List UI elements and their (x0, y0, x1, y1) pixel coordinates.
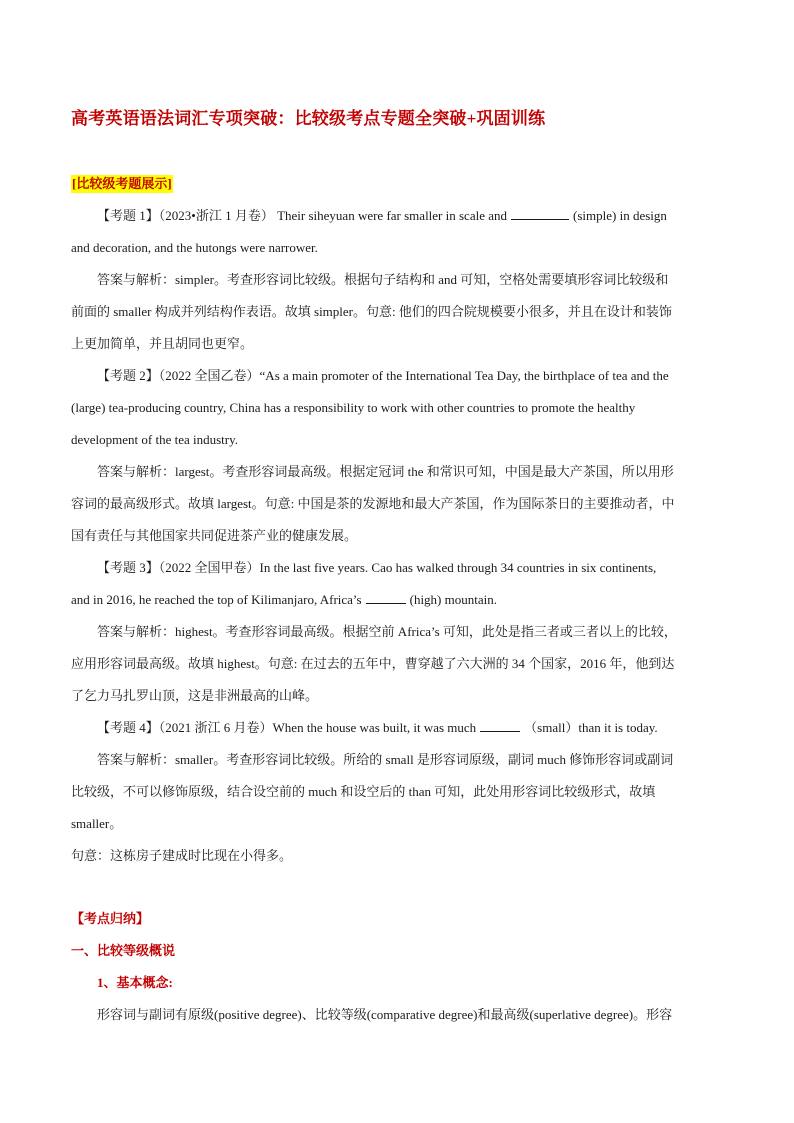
q3-line-2 (71, 584, 731, 616)
q2-line-3: development of the tea industry. (71, 432, 239, 447)
section-tag-highlight: [比较级考题展示] (72, 176, 172, 191)
q4-line-1 (71, 712, 731, 744)
q1-text-b: (simple) in design (573, 208, 667, 223)
q2-answer-2: 容词的最高级形式。故填 largest。句意: 中国是茶的发源地和最大产茶国，作为国际茶日的主要推动者，中 (71, 496, 675, 511)
q4-text-b: （small）than it is today. (524, 720, 658, 735)
q4-blank (480, 718, 520, 732)
q1-blank (511, 206, 569, 220)
document-title: 高考英语语法词汇专项突破：比较级考点专题全突破+巩固训练 (71, 109, 546, 128)
q2-answer-3: 国有责任与其他国家共同促进茶产业的健康发展。 (71, 528, 358, 543)
q2-line-1 (71, 360, 731, 392)
q4-answer-1: 答案与解析：smaller。考查形容词比较级。所给的 small 是形容词原级，副词 much 修饰形容词或副词 (97, 752, 674, 767)
q1-label: 【考题 1】 (97, 208, 159, 223)
q3-answer-2: 应用形容词最高级。故填 highest。句意: 在过去的五年中，曹穿越了六大洲的 34 个国家，2016 年，他到达 (71, 656, 675, 671)
q1-line-1 (71, 200, 731, 232)
q1-text-a: Their siheyuan were far smaller in scale and (277, 208, 508, 223)
q4-text-a: When the house was built, it was much (272, 720, 477, 735)
q2-source: （2022 全国乙卷） (158, 368, 260, 383)
q2-line-2: (large) tea-producing country, China has a responsibility to work with other countries to promote the healthy (71, 400, 636, 415)
q3-source: （2022 全国甲卷） (158, 560, 260, 575)
q3-answer-1: 答案与解析：highest。考查形容词最高级。根据空前 Africa’s 可知，此处是指三者或三者以上的比较， (97, 624, 677, 639)
q2-answer-1: 答案与解析：largest。考查形容词最高级。根据定冠词 the 和常识可知，中国是最大产茶国，所以用形 (97, 464, 674, 479)
q3-answer-3: 了乞力马扎罗山顶，这是非洲最高的山峰。 (71, 688, 319, 703)
q3-line-1 (71, 552, 731, 584)
q3-text-b: and in 2016, he reached the top of Kilimanjaro, Africa’s (71, 592, 362, 607)
q2-label: 【考题 2】 (97, 368, 159, 383)
q1-answer-2: 前面的 smaller 构成并列结构作表语。故填 simpler。句意: 他们的四合院规模要小很多，并且在设计和装饰 (71, 304, 672, 319)
q4-label: 【考题 4】 (97, 720, 159, 735)
summary-paragraph: 形容词与副词有原级(positive degree)、比较等级(comparative degree)和最高级(superlative degree)。形容 (97, 1007, 673, 1022)
summary-heading: 【考点归纳】 (71, 911, 150, 926)
q3-label: 【考题 3】 (97, 560, 159, 575)
q3-text-a: In the last five years. Cao has walked through 34 countries in six continents, (259, 560, 657, 575)
q4-answer-3: smaller。 (71, 816, 123, 831)
q4-translation: 句意：这栋房子建成时比现在小得多。 (71, 848, 293, 863)
q3-text-c: (high) mountain. (409, 592, 497, 607)
q3-blank (366, 590, 406, 604)
q4-answer-2: 比较级，不可以修饰原级，结合设空前的 much 和设空后的 than 可知，此处用形容词比较级形式，故填 (71, 784, 656, 799)
exam-questions (71, 200, 731, 872)
q1-line-2: and decoration, and the hutongs were narrower. (71, 240, 318, 255)
q4-source: （2021 浙江 6 月卷） (158, 720, 273, 735)
summary-section (71, 903, 731, 1031)
q1-answer-1: 答案与解析：simpler。考查形容词比较级。根据句子结构和 and 可知，空格处需要填形容词比较级和 (97, 272, 669, 287)
summary-subsection-1: 1、基本概念: (97, 975, 173, 990)
summary-section-1: 一、比较等级概说 (71, 943, 176, 958)
q2-text-a: “As a main promoter of the International Tea Day, the birthplace of tea and the (259, 368, 669, 383)
q1-source: （2023•浙江 1 月卷） (158, 208, 274, 223)
q1-answer-3: 上更加简单，并且胡同也更窄。 (71, 336, 254, 351)
